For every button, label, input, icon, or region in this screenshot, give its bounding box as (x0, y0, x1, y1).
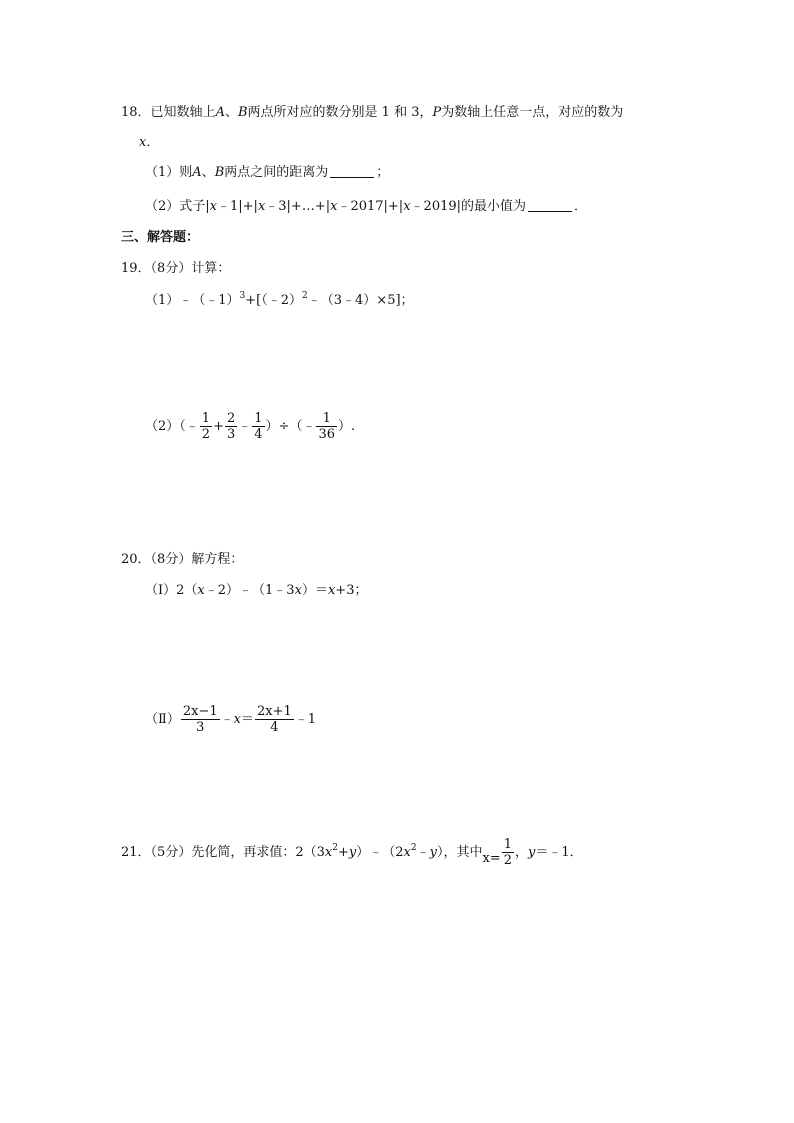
answer-blank[interactable] (330, 163, 374, 178)
fraction: $\frac{1}{36}$ (318, 411, 335, 442)
q18-number: 18． (121, 105, 151, 120)
fraction: $\frac{1}{2}$ (503, 837, 512, 868)
q20-header: 20．（8分）解方程： (121, 552, 244, 567)
fraction: $\frac{2x+1}{4}$ (257, 704, 292, 735)
section-title: 三、解答题： (121, 230, 200, 245)
q20-part2: （Ⅱ） $\frac{2x-1}{3}$ ﹣x＝ $\frac{2x+1}{4}$ ﹣1 (145, 704, 317, 735)
answer-blank[interactable] (528, 197, 572, 212)
fraction: $\frac{2}{3}$ (226, 411, 236, 442)
q18-part2: （2）式子|x﹣1|+|x﹣3|+…+|x﹣2017|+|x﹣2019|的最小值为 ． (145, 199, 588, 214)
q20-part1: （Ⅰ）2（x﹣2）﹣（1﹣3x）＝x+3； (145, 583, 368, 598)
fraction: $\frac{2x-1}{3}$ (182, 704, 218, 735)
fraction: $\frac{1}{2}$ (201, 411, 211, 442)
fraction: $\frac{1}{4}$ (254, 411, 263, 442)
q21-stem: 21．（5分）先化简，再求值：$2(3x^2+y)﹣(2x^2﹣y)$，其中x= $\frac{1}{2}$ ，y＝﹣1． (121, 837, 583, 868)
q19-part2: （2）（﹣ $\frac{1}{2}$ + $\frac{2}{3}$ ﹣ $\frac{1}{4}$ ）÷（﹣ $\frac{1}{36}$ ）. (145, 411, 356, 442)
q18-stem: 18．已知数轴上A、B两点所对应的数分别是 1 和 3，P为数轴上任意一点，对应的数为 (121, 105, 624, 120)
q19-part1: （1）﹣（﹣1）$^3$+[（﹣2）$^2$﹣（3﹣4）×5]； (145, 291, 414, 308)
q18-stem-cont: x． (139, 135, 160, 150)
q18-part1: （1）则A、B两点之间的距离为 ； (145, 165, 390, 180)
q19-header: 19．（8分）计算： (121, 261, 231, 276)
